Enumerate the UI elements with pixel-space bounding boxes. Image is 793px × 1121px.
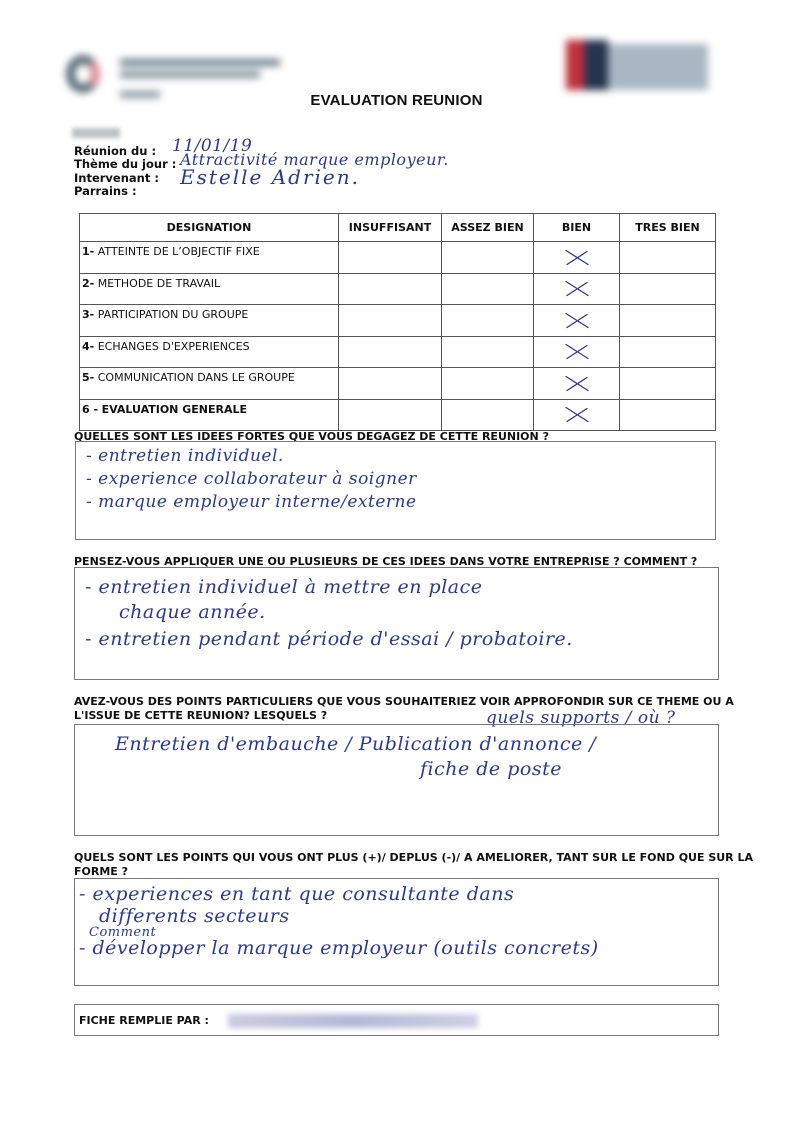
- page-title: EVALUATION REUNION: [310, 92, 483, 109]
- table-row: [80, 336, 716, 368]
- date-value: 11/01/19: [172, 136, 253, 156]
- rating-cell-tres-bien[interactable]: [620, 336, 716, 368]
- answer-line: fiche de poste: [420, 758, 562, 780]
- rating-cell-insuffisant[interactable]: [339, 305, 442, 337]
- rating-cell-insuffisant[interactable]: [339, 273, 442, 305]
- criterion-number: 5-: [82, 371, 95, 384]
- question-3-annotation: quels supports / où ?: [486, 708, 676, 728]
- speaker-label: Intervenant :: [74, 171, 159, 185]
- table-row: [80, 368, 716, 400]
- date-label: Réunion du :: [74, 144, 157, 158]
- criterion-label: ECHANGES D'EXPERIENCES: [97, 339, 250, 353]
- question-2-answer-box[interactable]: [74, 567, 719, 680]
- check-mark-icon: [564, 247, 590, 270]
- rating-cell-bien[interactable]: [534, 273, 620, 305]
- designation-cell: [80, 368, 339, 400]
- rating-cell-bien[interactable]: [534, 242, 620, 274]
- check-mark-icon: [564, 279, 590, 302]
- filled-by-label: FICHE REMPLIE PAR :: [79, 1014, 209, 1027]
- answer-insertion: Comment: [89, 925, 157, 940]
- rating-cell-insuffisant[interactable]: [339, 336, 442, 368]
- evaluation-table: [79, 213, 716, 431]
- rating-cell-bien[interactable]: [534, 399, 620, 431]
- theme-value: Attractivité marque employeur.: [180, 150, 449, 169]
- rating-cell-bien[interactable]: [534, 336, 620, 368]
- criterion-label: EVALUATION GENERALE: [101, 402, 247, 416]
- criterion-number: 4-: [82, 339, 95, 353]
- designation-cell: [80, 273, 339, 305]
- rating-cell-tres-bien[interactable]: [620, 305, 716, 337]
- column-header-designation: DESIGNATION: [80, 214, 339, 242]
- rating-cell-assez-bien[interactable]: [442, 336, 534, 368]
- answer-line: - experiences en tant que consultante dans: [79, 883, 515, 905]
- sponsors-label: Parrains :: [74, 184, 137, 198]
- designation-cell: [80, 399, 339, 431]
- rating-cell-tres-bien[interactable]: [620, 273, 716, 305]
- criterion-label: PARTICIPATION DU GROUPE: [97, 308, 249, 321]
- answer-line: - entretien individuel à mettre en place: [85, 576, 483, 598]
- table-row: [80, 273, 716, 305]
- rating-cell-insuffisant[interactable]: [339, 242, 442, 274]
- answer-line: - développer la marque employeur (outils concrets): [79, 937, 599, 959]
- criterion-number: 1-: [82, 245, 95, 258]
- table-row: [80, 399, 716, 431]
- designation-cell: [80, 305, 339, 337]
- question-2-label: PENSEZ-VOUS APPLIQUER UNE OU PLUSIEURS DE CES IDEES DANS VOTRE ENTREPRISE ? COMMENT ?: [74, 555, 698, 568]
- answer-line: - marque employeur interne/externe: [86, 492, 417, 512]
- column-header-insuffisant: INSUFFISANT: [339, 214, 442, 242]
- rating-cell-tres-bien[interactable]: [620, 242, 716, 274]
- question-4-label: QUELS SONT LES POINTS QUI VOUS ONT PLUS (+)/ DEPLUS (-)/ A AMELIORER, TANT SUR LE FOND QUE SUR LA FORME ?: [74, 851, 754, 878]
- table-row: [80, 305, 716, 337]
- criterion-label: METHODE DE TRAVAIL: [97, 276, 221, 290]
- rating-cell-insuffisant[interactable]: [339, 399, 442, 431]
- answer-line: Entretien d'embauche / Publication d'annonce /: [115, 733, 597, 755]
- rating-cell-bien[interactable]: [534, 305, 620, 337]
- signature: [228, 1014, 478, 1028]
- designation-cell: [80, 336, 339, 368]
- rating-cell-tres-bien[interactable]: [620, 368, 716, 400]
- criterion-label: ATTEINTE DE L’OBJECTIF FIXE: [97, 245, 260, 258]
- table-row: [80, 242, 716, 274]
- rating-cell-insuffisant[interactable]: [339, 368, 442, 400]
- question-3-answer-box[interactable]: [74, 724, 719, 836]
- answer-line: chaque année.: [119, 601, 266, 623]
- rating-cell-assez-bien[interactable]: [442, 242, 534, 274]
- rating-cell-assez-bien[interactable]: [442, 368, 534, 400]
- rating-cell-bien[interactable]: [534, 368, 620, 400]
- speaker-value: Estelle Adrien.: [180, 165, 360, 189]
- answer-line: differents secteurs: [99, 905, 290, 927]
- question-1-label: QUELLES SONT LES IDEES FORTES QUE VOUS DEGAGEZ DE CETTE REUNION ?: [74, 430, 549, 443]
- criterion-label: COMMUNICATION DANS LE GROUPE: [97, 371, 295, 384]
- table-header-row: [80, 214, 716, 242]
- check-mark-icon: [564, 310, 590, 333]
- question-3-label: AVEZ-VOUS DES POINTS PARTICULIERS QUE VOUS SOUHAITERIEZ VOIR APPROFONDIR SUR CE THEME OU A L'ISSUE DE CETTE REUNION? LESQUELS ?: [74, 695, 734, 722]
- rating-cell-assez-bien[interactable]: [442, 305, 534, 337]
- column-header-assez-bien: ASSEZ BIEN: [442, 214, 534, 242]
- criterion-number: 3-: [82, 308, 95, 321]
- criterion-number: 2-: [82, 276, 95, 290]
- designation-cell: [80, 242, 339, 274]
- question-1-answer-box[interactable]: [75, 441, 716, 540]
- answer-line: - entretien pendant période d'essai / probatoire.: [85, 628, 573, 650]
- check-mark-icon: [564, 405, 590, 428]
- column-header-bien: BIEN: [534, 214, 620, 242]
- check-mark-icon: [564, 342, 590, 365]
- column-header-tres-bien: TRES BIEN: [620, 214, 716, 242]
- redacted-field: [72, 128, 120, 138]
- rating-cell-tres-bien[interactable]: [620, 399, 716, 431]
- theme-label: Thème du jour :: [74, 157, 177, 171]
- answer-line: - entretien individuel.: [86, 446, 284, 466]
- organization-logo-right: [562, 36, 712, 94]
- rating-cell-assez-bien[interactable]: [442, 399, 534, 431]
- criterion-number: 6 -: [82, 402, 99, 416]
- answer-line: - experience collaborateur à soigner: [86, 469, 417, 489]
- rating-cell-assez-bien[interactable]: [442, 273, 534, 305]
- question-4-answer-box[interactable]: [74, 878, 719, 986]
- check-mark-icon: [564, 373, 590, 396]
